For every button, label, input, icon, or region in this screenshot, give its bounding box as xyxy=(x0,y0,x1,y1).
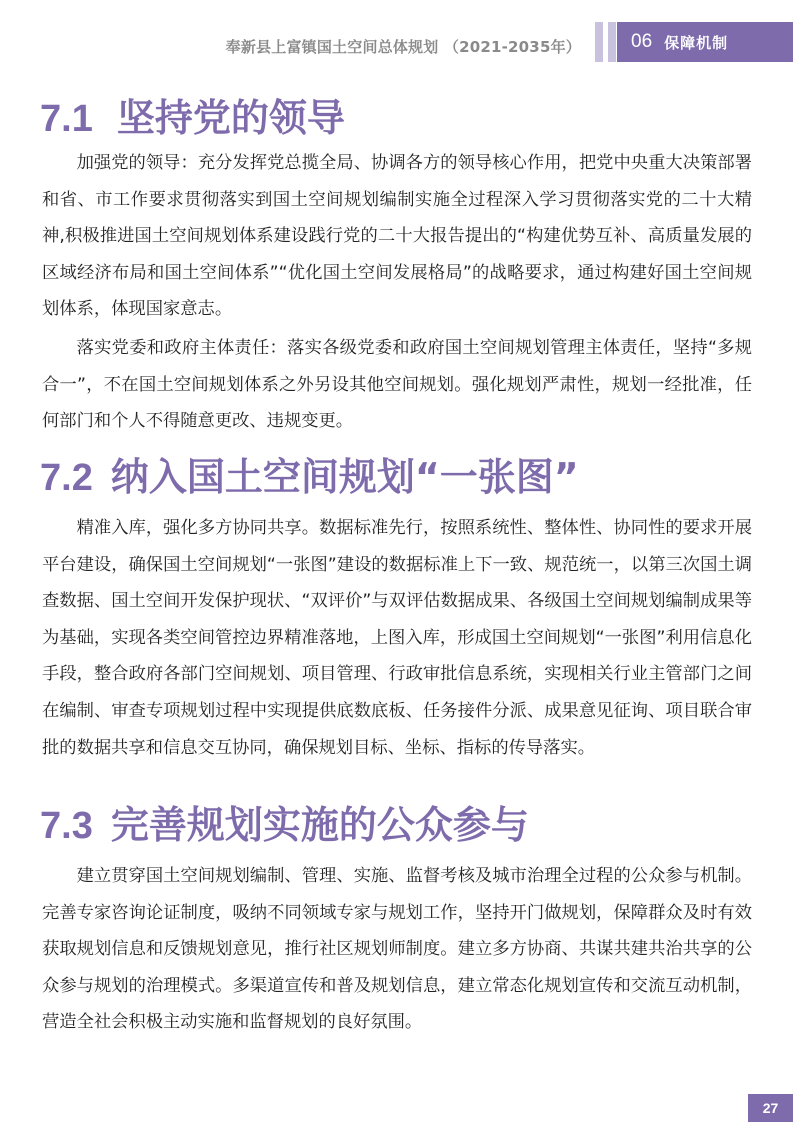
section-number: 7.2 xyxy=(40,457,93,499)
section-title: 坚持党的领导 xyxy=(116,96,345,140)
section-title: 纳入国土空间规划“一张图” xyxy=(110,455,579,499)
header-decor-bar xyxy=(595,22,603,62)
section-number: 7.3 xyxy=(40,805,93,847)
chapter-number: 06 xyxy=(631,31,653,52)
chapter-tab xyxy=(617,22,793,62)
page-number: 27 xyxy=(748,1094,793,1122)
section-number: 7.1 xyxy=(40,98,93,140)
section-heading-7-1 xyxy=(40,96,345,141)
paragraph: 精准入库，强化多方协同共享。数据标准先行，按照系统性、整体性、协同性的要求开展平台建设，确保国土空间规划“一张图”建设的数据标准上下一致、规范统一，以第三次国土调查数据、国土空间开发保护现状、“双评价”与双评估数据成果、各级国土空间规划编制成果等为基础，实现各类空间管控边界精准落地，上图入库，形成国土空间规划“一张图”利用信息化手段，整合政府各部门空间规划、项目管理、行政审批信息系统，实现相关行业主管部门之间在编制、审查专项规划过程中实现提供底数底板、任务接件分派、成果意见征询、项目联合审批的数据共享和信息交互协同，确保规划目标、坐标、指标的传导落实。 xyxy=(42,518,752,758)
chapter-name: 保障机制 xyxy=(664,33,729,52)
section-heading-7-2 xyxy=(40,455,579,500)
header-decor-bar xyxy=(608,22,616,62)
section-heading-7-3 xyxy=(40,803,529,848)
section-title: 完善规划实施的公众参与 xyxy=(110,803,529,847)
paragraph: 建立贯穿国土空间规划编制、管理、实施、监督考核及城市治理全过程的公众参与机制。完善专家咨询论证制度，吸纳不同领域专家与规划工作，坚持开门做规划，保障群众及时有效获取规划信息和反馈规划意见，推行社区规划师制度。建立多方协商、共谋共建共治共享的公众参与规划的治理模式。多渠道宣传和普及规划信息，建立常态化规划宣传和交流互动机制，营造全社会积极主动实施和监督规划的良好氛围。 xyxy=(42,866,752,1033)
document-title: 奉新县上富镇国土空间总体规划 （2021-2035年） xyxy=(225,38,581,56)
paragraph: 加强党的领导：充分发挥党总揽全局、协调各方的领导核心作用，把党中央重大决策部署和省、市工作要求贯彻落实到国土空间规划编制实施全过程深入学习贯彻落实党的二十大精神,积极推进国土空间规划体系建设践行党的二十大报告提出的“构建优势互补、高质量发展的区域经济布局和国土空间体系”“优化国土空间发展格局”的战略要求，通过构建好国土空间规划体系，体现国家意志。 xyxy=(42,153,752,320)
paragraph: 落实党委和政府主体责任：落实各级党委和政府国土空间规划管理主体责任，坚持“多规合一”，不在国土空间规划体系之外另设其他空间规划。强化规划严肃性，规划一经批准，任何部门和个人不得随意更改、违规变更。 xyxy=(42,338,752,432)
